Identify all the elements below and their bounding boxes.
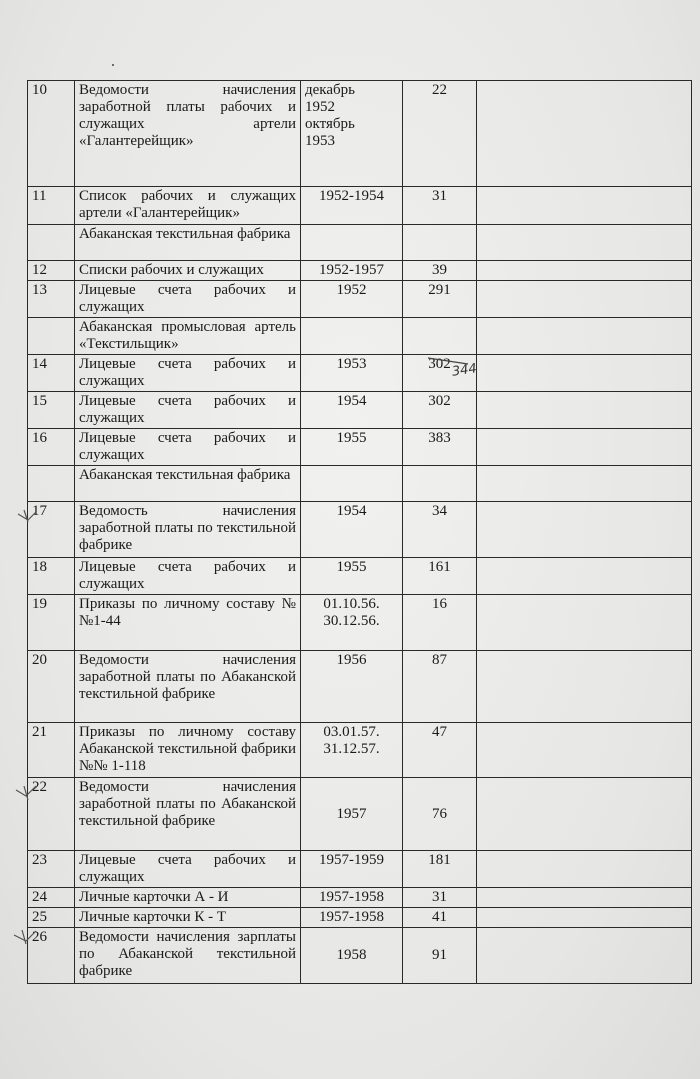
row-title: Лицевые счета рабочих и служащих bbox=[75, 392, 301, 429]
row-sheet-count: 302 bbox=[403, 392, 477, 429]
row-sheet-count: 31 bbox=[403, 187, 477, 225]
speck bbox=[112, 64, 114, 66]
row-title: Ведомость начисления заработной платы по текстильной фабрике bbox=[75, 502, 301, 558]
row-sheet-count: 161 bbox=[403, 558, 477, 595]
date-line: 31.12.57. bbox=[323, 741, 380, 757]
date-line: 1953 bbox=[336, 356, 367, 372]
row-sheet-count: 91 bbox=[403, 928, 477, 984]
row-sheet-count: 383 bbox=[403, 429, 477, 466]
date-line: 1956 bbox=[336, 652, 367, 668]
date-line: 03.01.57. bbox=[323, 724, 380, 740]
row-sheet-count: 22 bbox=[403, 81, 477, 187]
row-number: 26 bbox=[28, 928, 75, 984]
row-number: 13 bbox=[28, 281, 75, 318]
row-title: Ведомости начисления заработной платы по Абаканской текстильной фабрике bbox=[75, 651, 301, 723]
date-line: 1955 bbox=[336, 430, 367, 446]
row-number: 19 bbox=[28, 595, 75, 651]
row-sheet-count: 87 bbox=[403, 651, 477, 723]
row-sheet-count: 47 bbox=[403, 723, 477, 778]
row-title: Лицевые счета рабочих и служащих bbox=[75, 355, 301, 392]
row-number: 16 bbox=[28, 429, 75, 466]
row-title: Ведомости начисления зарплаты по Абаканской текстильной фабрике bbox=[75, 928, 301, 984]
check-mark-row-22 bbox=[16, 786, 36, 800]
date-line: 1952 bbox=[305, 99, 335, 115]
handwritten-correction: 344 bbox=[451, 361, 478, 380]
row-number: 20 bbox=[28, 651, 75, 723]
row-number: 11 bbox=[28, 187, 75, 225]
row-number: 10 bbox=[28, 81, 75, 187]
row-title: Ведомости начисления заработной платы рабочих и служащих артели «Галантерейщик» bbox=[75, 81, 301, 187]
date-line: 1957-1958 bbox=[319, 889, 384, 905]
date-line: 1954 bbox=[336, 393, 367, 409]
row-title: Лицевые счета рабочих и служащих bbox=[75, 281, 301, 318]
row-number: 21 bbox=[28, 723, 75, 778]
date-line: 1954 bbox=[336, 503, 367, 519]
row-sheet-count: 34 bbox=[403, 502, 477, 558]
row-title: Абаканская текстильная фабрика bbox=[75, 225, 301, 261]
row-title: Приказы по личному составу №№1-44 bbox=[75, 595, 301, 651]
row-number: 24 bbox=[28, 888, 75, 908]
row-sheet-count: 41 bbox=[403, 908, 477, 928]
date-line: 1957-1959 bbox=[319, 852, 384, 868]
date-line: 1952-1954 bbox=[319, 188, 384, 204]
row-title: Список рабочих и служащих артели «Галантерейщик» bbox=[75, 187, 301, 225]
date-line: 1952 bbox=[336, 282, 367, 298]
row-title: Лицевые счета рабочих и служащих bbox=[75, 429, 301, 466]
date-line: 1953 bbox=[305, 133, 335, 149]
date-line: 30.12.56. bbox=[323, 613, 380, 629]
row-title: Лицевые счета рабочих и служащих bbox=[75, 558, 301, 595]
row-sheet-count: 181 bbox=[403, 851, 477, 888]
row-number: 17 bbox=[28, 502, 75, 558]
row-number: 25 bbox=[28, 908, 75, 928]
row-sheet-count: 31 bbox=[403, 888, 477, 908]
row-title: Абаканская промысловая артель «Текстильщик» bbox=[75, 318, 301, 355]
strike-mark bbox=[428, 358, 468, 364]
row-title: Приказы по личному составу Абаканской текстильной фабрики №№ 1-118 bbox=[75, 723, 301, 778]
date-line: 1957-1958 bbox=[319, 909, 384, 925]
check-mark-row-17 bbox=[18, 510, 36, 522]
row-sheet-count: 302 bbox=[403, 355, 477, 392]
row-number: 18 bbox=[28, 558, 75, 595]
date-line: 1957 bbox=[336, 805, 367, 822]
date-line: 1958 bbox=[336, 947, 367, 963]
date-line: декабрь bbox=[305, 82, 355, 98]
row-sheet-count: 16 bbox=[403, 595, 477, 651]
row-sheet-count: 291 bbox=[403, 281, 477, 318]
date-line: 01.10.56. bbox=[323, 596, 380, 612]
row-title: Ведомости начисления заработной платы по Абаканской текстильной фабрике bbox=[75, 778, 301, 851]
row-number: 22 bbox=[28, 778, 75, 851]
row-number: 15 bbox=[28, 392, 75, 429]
row-number: 14 bbox=[28, 355, 75, 392]
date-line: октябрь bbox=[305, 116, 355, 132]
date-line: 1955 bbox=[336, 559, 367, 575]
row-number: 23 bbox=[28, 851, 75, 888]
row-title: Абаканская текстильная фабрика bbox=[75, 466, 301, 502]
row-title: Лицевые счета рабочих и служащих bbox=[75, 851, 301, 888]
row-title: Личные карточки А - И bbox=[75, 888, 301, 908]
row-sheet-count: 39 bbox=[403, 261, 477, 281]
check-mark-row-26 bbox=[14, 930, 36, 944]
row-number: 12 bbox=[28, 261, 75, 281]
row-sheet-count: 76 bbox=[403, 778, 477, 851]
row-title: Списки рабочих и служащих bbox=[75, 261, 301, 281]
row-title: Личные карточки К - Т bbox=[75, 908, 301, 928]
date-line: 1952-1957 bbox=[319, 262, 384, 278]
